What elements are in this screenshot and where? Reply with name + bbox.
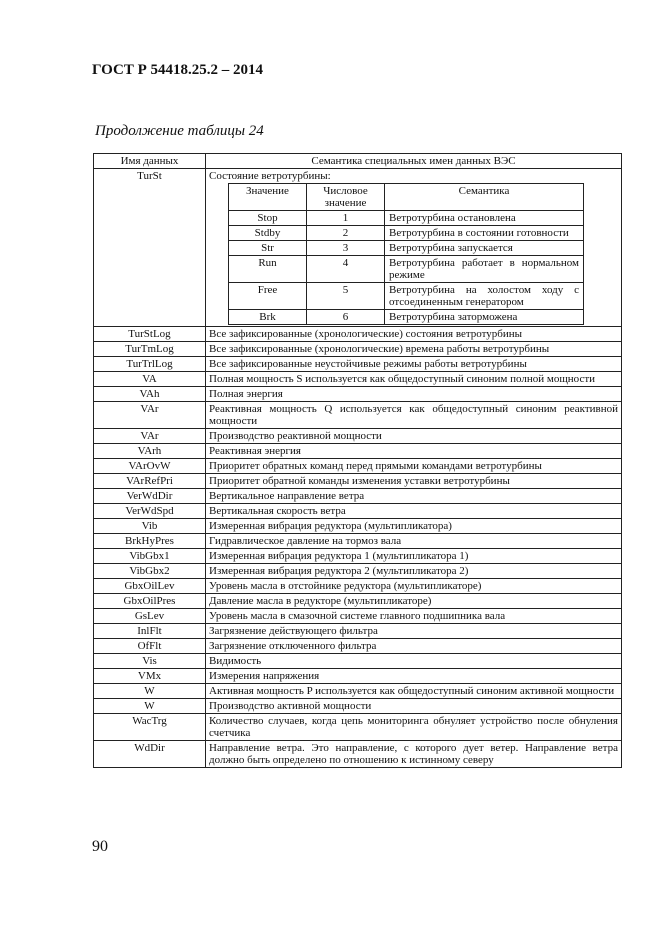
semantics-cell: Все зафиксированные неустойчивые режимы работы ветротурбины (206, 357, 622, 372)
semantics-cell: Измеренная вибрация редуктора 2 (мультипликатора 2) (206, 564, 622, 579)
table-row (94, 669, 622, 684)
data-name-cell: W (94, 684, 206, 699)
table-row (94, 564, 622, 579)
table-header-row (94, 154, 622, 169)
data-name-cell: VAr (94, 429, 206, 444)
state-semantics: Ветротурбина в состоянии готовности (385, 226, 584, 241)
semantics-cell: Полная мощность S используется как общедоступный синоним полной мощности (206, 372, 622, 387)
semantics-cell: Вертикальное направление ветра (206, 489, 622, 504)
data-name-cell: Vib (94, 519, 206, 534)
state-value: Run (229, 256, 307, 283)
data-name-cell: Vis (94, 654, 206, 669)
table-row (94, 429, 622, 444)
semantics-cell: Активная мощность P используется как общедоступный синоним активной мощности (206, 684, 622, 699)
semantics-cell: Полная энергия (206, 387, 622, 402)
table-row (94, 684, 622, 699)
semantics-cell: Измеренная вибрация редуктора (мультипликатора) (206, 519, 622, 534)
semantics-cell: Давление масла в редукторе (мультипликаторе) (206, 594, 622, 609)
table-row (94, 654, 622, 669)
state-number: 6 (307, 310, 385, 325)
table-row (94, 459, 622, 474)
data-name-cell: VerWdSpd (94, 504, 206, 519)
state-number: 2 (307, 226, 385, 241)
data-name-cell: OfFlt (94, 639, 206, 654)
semantics-cell: Загрязнение отключенного фильтра (206, 639, 622, 654)
table-row (94, 741, 622, 768)
state-semantics: Ветротурбина работает в нормальном режиме (385, 256, 584, 283)
table-row (94, 504, 622, 519)
data-name-cell: VA (94, 372, 206, 387)
state-value: Str (229, 241, 307, 256)
turst-intro: Состояние ветротурбины: (209, 170, 331, 182)
state-value: Stdby (229, 226, 307, 241)
data-name-cell: TurSt (94, 169, 206, 327)
data-name-cell: BrkHyPres (94, 534, 206, 549)
table-row (94, 387, 622, 402)
data-name-cell: WacTrg (94, 714, 206, 741)
data-name-cell: VAh (94, 387, 206, 402)
semantics-cell: Видимость (206, 654, 622, 669)
data-name-cell: W (94, 699, 206, 714)
table-caption: Продолжение таблицы 24 (95, 123, 264, 139)
table-row (94, 372, 622, 387)
table-row (94, 594, 622, 609)
data-name-cell: GbxOilLev (94, 579, 206, 594)
document-header: ГОСТ Р 54418.25.2 – 2014 (92, 62, 264, 78)
turbine-state-subtable (228, 183, 584, 325)
semantics-cell: Измеренная вибрация редуктора 1 (мультипликатора 1) (206, 549, 622, 564)
state-semantics: Ветротурбина остановлена (385, 211, 584, 226)
data-name-cell: WdDir (94, 741, 206, 768)
table-row (94, 609, 622, 624)
state-semantics: Ветротурбина заторможена (385, 310, 584, 325)
subtable-row (229, 310, 584, 325)
semantics-cell: Реактивная энергия (206, 444, 622, 459)
data-name-cell: VMx (94, 669, 206, 684)
table-row (94, 474, 622, 489)
data-name-cell: TurTrlLog (94, 357, 206, 372)
semantics-cell: Количество случаев, когда цепь мониторинга обнуляет устройство после обнуления счетчика (206, 714, 622, 741)
semantics-cell: Реактивная мощность Q используется как общедоступный синоним реактивной мощности (206, 402, 622, 429)
table-row (94, 519, 622, 534)
table-row (94, 579, 622, 594)
data-name-cell: TurTmLog (94, 342, 206, 357)
subtable-row (229, 211, 584, 226)
table-row (94, 402, 622, 429)
table-row (94, 327, 622, 342)
semantics-cell: Все зафиксированные (хронологические) состояния ветротурбины (206, 327, 622, 342)
data-names-table (93, 153, 622, 768)
subtable-row (229, 226, 584, 241)
state-number: 5 (307, 283, 385, 310)
subtable-header-number: Числовое значение (307, 184, 385, 211)
data-name-cell: VArOvW (94, 459, 206, 474)
semantics-cell: Производство реактивной мощности (206, 429, 622, 444)
data-name-cell: VerWdDir (94, 489, 206, 504)
table-row (94, 534, 622, 549)
semantics-cell (206, 169, 622, 327)
table-row (94, 357, 622, 372)
semantics-cell: Гидравлическое давление на тормоз вала (206, 534, 622, 549)
table-row (94, 699, 622, 714)
semantics-cell: Направление ветра. Это направление, с которого дует ветер. Направление ветра должно быть определено по отношению к истинному северу (206, 741, 622, 768)
semantics-cell: Приоритет обратной команды изменения уставки ветротурбины (206, 474, 622, 489)
semantics-cell: Все зафиксированные (хронологические) времена работы ветротурбины (206, 342, 622, 357)
data-name-cell: VArh (94, 444, 206, 459)
table-row (94, 444, 622, 459)
data-name-cell: VArRefPri (94, 474, 206, 489)
state-number: 1 (307, 211, 385, 226)
state-number: 3 (307, 241, 385, 256)
table-row-turst (94, 169, 622, 327)
subtable-header-row (229, 184, 584, 211)
table-row (94, 549, 622, 564)
state-semantics: Ветротурбина запускается (385, 241, 584, 256)
semantics-cell: Приоритет обратных команд перед прямыми командами ветротурбины (206, 459, 622, 474)
semantics-cell: Производство активной мощности (206, 699, 622, 714)
semantics-cell: Уровень масла в смазочной системе главного подшипника вала (206, 609, 622, 624)
data-name-cell: GbxOilPres (94, 594, 206, 609)
data-name-cell: GsLev (94, 609, 206, 624)
data-name-cell: VibGbx2 (94, 564, 206, 579)
subtable-row (229, 241, 584, 256)
column-header-name: Имя данных (94, 154, 206, 169)
state-value: Brk (229, 310, 307, 325)
table-row (94, 489, 622, 504)
state-value: Stop (229, 211, 307, 226)
subtable-header-value: Значение (229, 184, 307, 211)
column-header-semantics: Семантика специальных имен данных ВЭС (206, 154, 622, 169)
state-value: Free (229, 283, 307, 310)
semantics-cell: Загрязнение действующего фильтра (206, 624, 622, 639)
semantics-cell: Измерения напряжения (206, 669, 622, 684)
state-semantics: Ветротурбина на холостом ходу с отсоединенным генератором (385, 283, 584, 310)
table-row (94, 714, 622, 741)
state-number: 4 (307, 256, 385, 283)
page-number: 90 (92, 838, 108, 855)
data-name-cell: TurStLog (94, 327, 206, 342)
data-name-cell: VibGbx1 (94, 549, 206, 564)
table-row (94, 624, 622, 639)
table-row (94, 639, 622, 654)
semantics-cell: Вертикальная скорость ветра (206, 504, 622, 519)
data-name-cell: VAr (94, 402, 206, 429)
subtable-row (229, 256, 584, 283)
table-row (94, 342, 622, 357)
subtable-row (229, 283, 584, 310)
data-name-cell: InlFlt (94, 624, 206, 639)
subtable-header-semantics: Семантика (385, 184, 584, 211)
semantics-cell: Уровень масла в отстойнике редуктора (мультипликаторе) (206, 579, 622, 594)
